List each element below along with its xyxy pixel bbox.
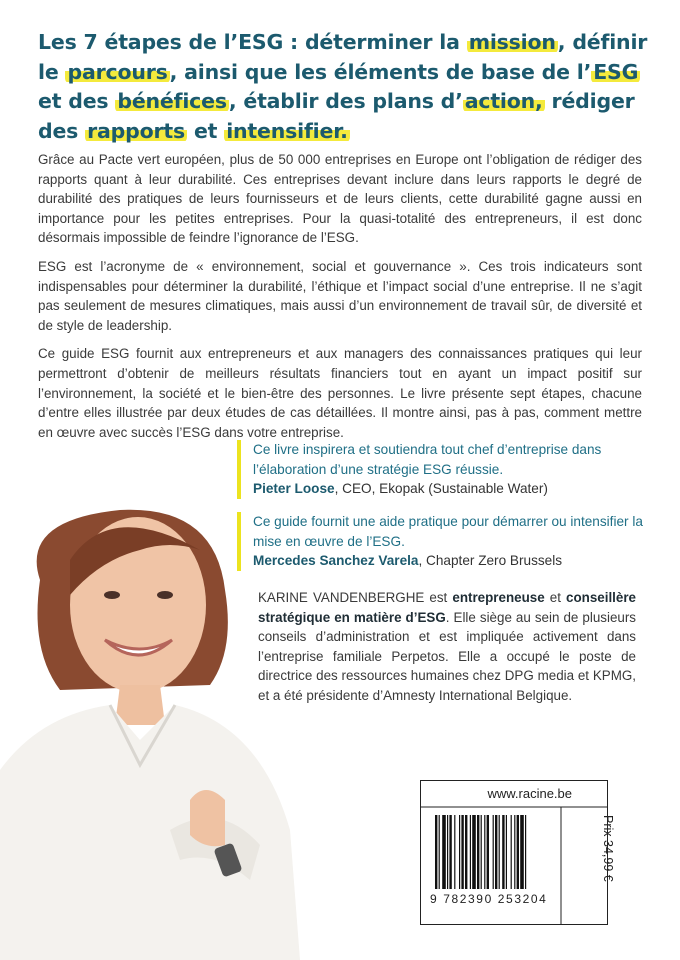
barcode-bar (499, 815, 500, 889)
quote-author: Pieter Loose (253, 481, 335, 496)
highlight-benefices: bénéfices (117, 89, 227, 113)
quote-attribution (253, 551, 653, 571)
quote-attribution (253, 479, 653, 499)
barcode-bar (517, 815, 519, 889)
barcode-bar (465, 815, 467, 889)
headline-text: , établir des plans d’ (228, 89, 463, 113)
headline-text: Les 7 étapes de l’ESG : déterminer la (38, 30, 467, 54)
barcode-bar (435, 815, 437, 889)
bio-text: KARINE VANDENBERGHE est (258, 590, 453, 605)
barcode-bar (511, 815, 512, 889)
barcode-bar (484, 815, 485, 889)
quote-text: Ce guide fournit une aide pratique pour démarrer ou intensifier la mise en œuvre de l’ESG. (253, 514, 643, 549)
barcode-bar (514, 815, 515, 889)
barcode-bar (442, 815, 446, 889)
barcode-bar (459, 815, 460, 889)
quote-role: , Chapter Zero Brussels (418, 553, 563, 568)
blurb-body (38, 150, 642, 451)
barcode-bar (481, 815, 482, 889)
highlight-mission: mission (468, 30, 556, 54)
headline-text: , ainsi que les éléments de base de l’ (169, 59, 592, 84)
headline-text: et des (38, 89, 116, 113)
testimonial-quote (237, 440, 653, 499)
barcode-bar (525, 815, 526, 889)
blurb-paragraph: ESG est l’acronyme de « environnement, social et gouvernance ». Ces trois indicateurs sont indispensables pour déterminer la durabilité, l’éthique et l’impact social d’une entreprise. Il ne s’agit pas seulement de mesures climatiques, mais aussi d’un environnement de travail sûr, de diversité et de style de leadership. (38, 258, 642, 333)
barcode-bar (454, 815, 455, 889)
bio-text: et (544, 590, 567, 605)
barcode-bar (472, 815, 476, 889)
blurb-paragraph: Grâce au Pacte vert européen, plus de 50 000 entreprises en Europe ont l’obligation de rédiger des rapports quant à leur durabilité. Ces entreprises devant inclure dans leurs rapports le degré de durabilité des pratiques de leurs fournisseurs et de leurs clients, cette durabilité gagne aussi en importance pour les petites entreprises. Pour la quasi-totalité des entrepreneurs, il est donc désormais impossible de feindre l’ignorance de l’ESG. (38, 152, 642, 246)
quote-role: , CEO, Ekopak (Sustainable Water) (334, 481, 548, 496)
bio-emphasis: conseillère stratégique en matière d’ESG (258, 590, 636, 625)
barcode-bar (439, 815, 440, 889)
publisher-url: www.racine.be (487, 786, 572, 801)
bio-emphasis: entrepreneuse (452, 590, 545, 605)
headline-text: rédiger des (38, 89, 635, 143)
barcode-bar (493, 815, 494, 889)
price-label: Prix 34,99 € (601, 815, 615, 882)
highlight-parcours: parcours (67, 59, 168, 84)
headline-text: et (187, 118, 225, 143)
isbn-number: 9 782390 253204 (430, 892, 548, 906)
author-bio (258, 588, 636, 706)
highlight-rapports: rapports (87, 118, 186, 143)
highlight-action: action, (464, 89, 543, 113)
quote-text: Ce livre inspirera et soutiendra tout chef d’entreprise dans l’élaboration d’une stratégie ESG réussie. (253, 442, 602, 477)
barcode-bar (461, 815, 463, 889)
author-photo (0, 500, 300, 960)
barcode-bar (449, 815, 451, 889)
bio-text: . Elle siège au sein de plusieurs conseils d’administration et est impliquée activement dans l’entreprise familiale Perpetos. Elle a occupé le poste de directrice des ressources humaines chez DPG media et KPMG, et a été présidente d’Amnesty International Belgique. (258, 609, 636, 703)
barcode-bar (477, 815, 479, 889)
quote-author: Mercedes Sanchez Varela (253, 553, 419, 568)
highlight-esg: ESG (593, 59, 639, 84)
highlight-intensifier: intensifier. (226, 118, 348, 143)
barcode-bar (447, 815, 448, 889)
back-cover-headline (38, 28, 648, 146)
barcode-bar (487, 815, 489, 889)
headline-text: , définir le (38, 30, 648, 84)
barcode-bar (506, 815, 507, 889)
barcode-bar (520, 815, 524, 889)
barcode-bar (470, 815, 471, 889)
barcode-bar (495, 815, 497, 889)
blurb-paragraph: Ce guide ESG fournit aux entrepreneurs et aux managers des connaissances pratiques qui leur permettront d’obtenir de meilleurs résultats financiers tout en ayant un impact positif sur l’environnement, la société et le bien-être des personnes. Le livre présente sept étapes, chacune d’entre elles illustrée par deux études de cas détaillées. Il montre ainsi, pas à pas, comment mettre en œuvre avec succès l’ESG dans votre entreprise. (38, 346, 642, 440)
barcode-bar (502, 815, 504, 889)
